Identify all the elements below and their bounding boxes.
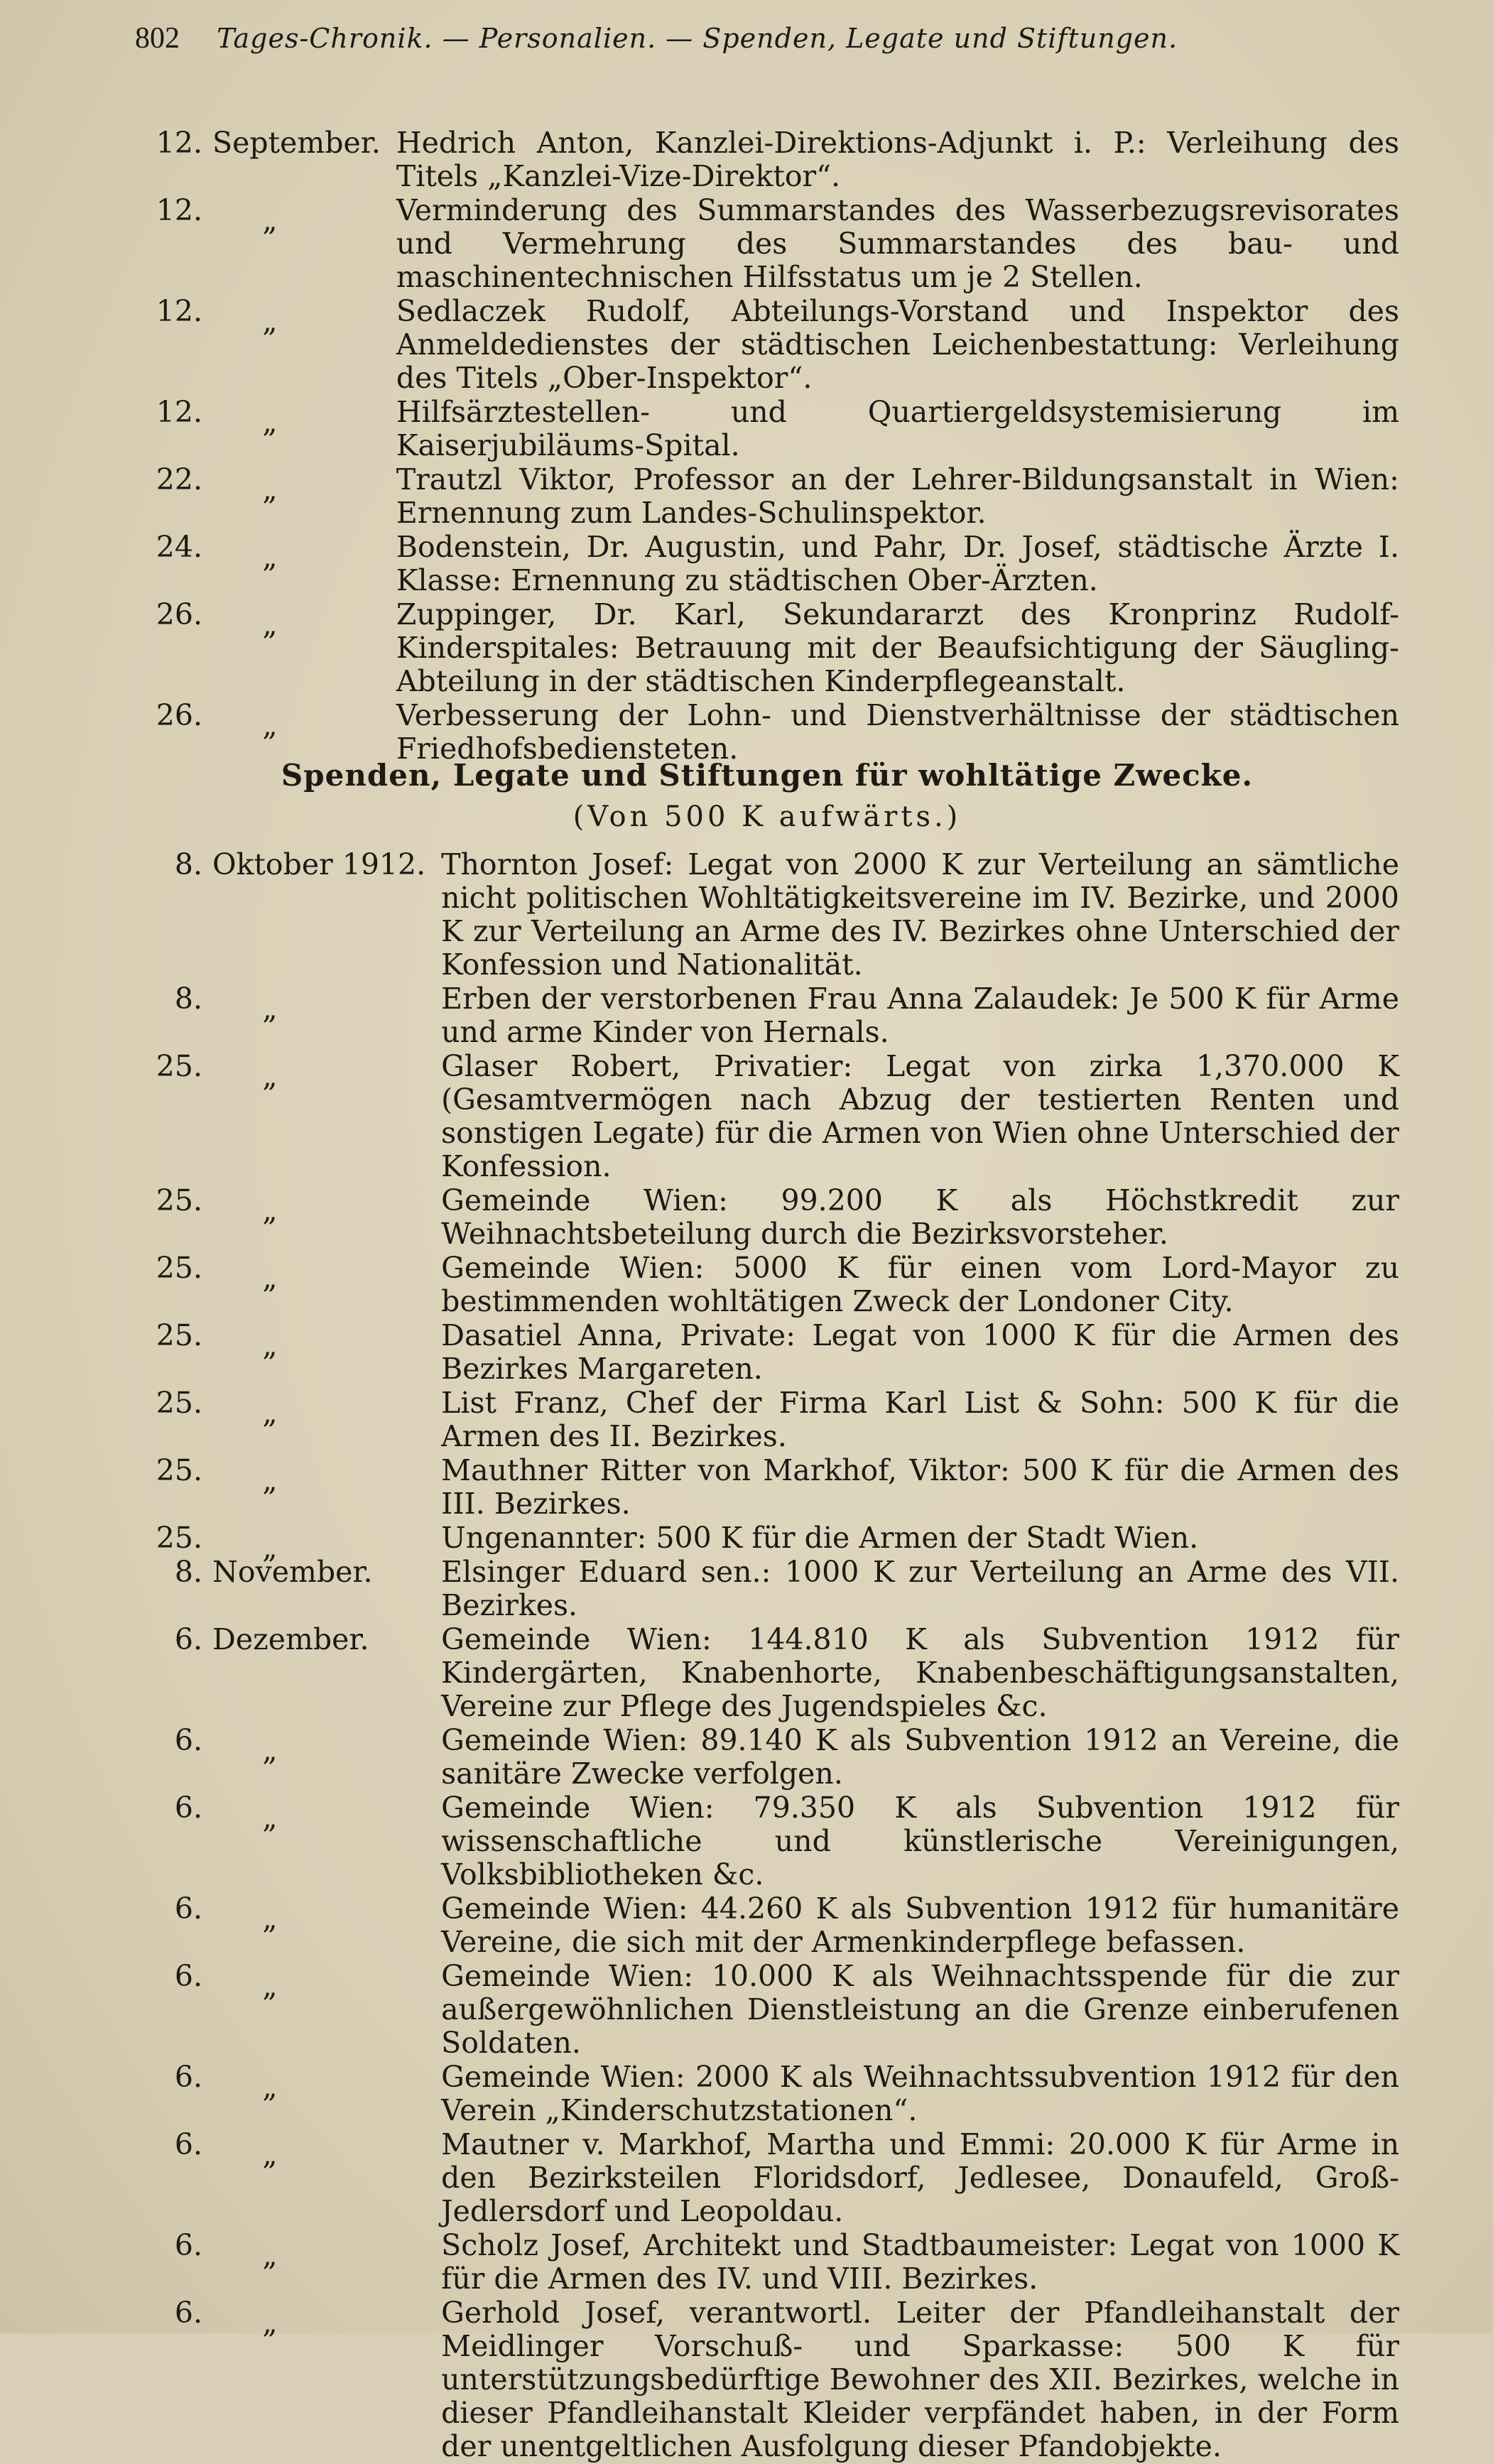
entry-day: 8. (174, 847, 202, 881)
personalien-list (135, 126, 1399, 766)
entry-date (135, 2296, 441, 2340)
list-item (135, 1386, 1399, 1453)
entry-text: Gemeinde Wien: 10.000 K als Weihnachtsspende für die zur außergewöhnlichen Dienstleistung an die Grenze einberufenen Soldaten. (441, 1959, 1399, 2060)
list-item (135, 396, 1399, 462)
entry-date (135, 1959, 441, 2003)
entry-date (135, 2060, 441, 2104)
entry-day: 26. (156, 597, 202, 631)
ditto-mark: „ (262, 1969, 278, 2003)
entry-text: Gemeinde Wien: 89.140 K als Subvention 1912 an Vereine, die sanitäre Zwecke verfolgen. (441, 1723, 1399, 1791)
entry-day: 6. (174, 2228, 202, 2262)
entry-month: September. (212, 126, 381, 160)
entry-day: 6. (174, 1723, 202, 1757)
entry-date (135, 1453, 441, 1497)
entry-date (135, 294, 396, 338)
entry-day: 12. (156, 126, 202, 160)
entry-text: Thornton Josef: Legat von 2000 K zur Verteilung an sämtliche nicht politischen Wohltätigkeitsvereine im IV. Bezirke, und 2000 K zur Verteilung an Arme des IV. Bezirkes ohne Unterschied der Konfession und Nationalität. (441, 847, 1399, 982)
running-title: Tages-Chronik. — Personalien. — Spenden, Legate und Stiftungen. (217, 23, 1178, 54)
entry-text: Glaser Robert, Privatier: Legat von zirka 1,370.000 K (Gesamtvermögen nach Abzug der testierten Renten und sonstigen Legate) für die Armen von Wien ohne Unterschied der Konfession. (441, 1049, 1399, 1183)
ditto-mark: „ (262, 2306, 278, 2340)
list-item (135, 1892, 1399, 1959)
entry-text: Trautzl Viktor, Professor an der Lehrer-Bildungsanstalt in Wien: Ernennung zum Landes-Schulinspektor. (396, 462, 1399, 530)
ditto-mark: „ (262, 1901, 278, 1936)
list-item (135, 982, 1399, 1049)
entry-date (135, 2228, 441, 2272)
ditto-mark: „ (262, 1261, 278, 1295)
list-item (135, 194, 1399, 294)
entry-date (135, 1623, 441, 1656)
ditto-mark: „ (262, 405, 278, 439)
ditto-mark: „ (262, 708, 278, 742)
entry-date (135, 126, 396, 160)
spenden-list (135, 848, 1399, 2464)
list-item (135, 848, 1399, 982)
entry-text: List Franz, Chef der Firma Karl List & Sohn: 500 K für die Armen des II. Bezirkes. (441, 1386, 1399, 1453)
list-item (135, 1556, 1399, 1622)
entry-month: November. (212, 1555, 373, 1589)
ditto-mark: „ (262, 1193, 278, 1227)
entry-date (135, 1723, 441, 1767)
ditto-mark: „ (262, 1328, 278, 1362)
entry-text: Gemeinde Wien: 2000 K als Weihnachtssubvention 1912 für den Verein „Kinderschutzstationen“. (441, 2060, 1399, 2127)
entry-text: Mauthner Ritter von Markhof, Viktor: 500 K für die Armen des III. Bezirkes. (441, 1453, 1399, 1521)
entry-day: 25. (156, 1521, 202, 1555)
page-number: 802 (135, 22, 180, 55)
entry-day: 6. (174, 2127, 202, 2161)
ditto-mark: „ (262, 2070, 278, 2104)
entry-date (135, 1386, 441, 1430)
entry-date (135, 1521, 441, 1565)
entry-text: Dasatiel Anna, Private: Legat von 1000 K für die Armen des Bezirkes Margareten. (441, 1318, 1399, 1386)
ditto-mark: „ (262, 540, 278, 574)
list-item (135, 126, 1399, 193)
ditto-mark: „ (262, 1801, 278, 1835)
entry-text: Scholz Josef, Architekt und Stadtbaumeister: Legat von 1000 K für die Armen des IV. und VIII. Bezirkes. (441, 2228, 1399, 2296)
list-item (135, 1050, 1399, 1183)
entry-text: Elsinger Eduard sen.: 1000 K zur Verteilung an Arme des VII. Bezirkes. (441, 1555, 1399, 1622)
list-item (135, 2061, 1399, 2127)
entry-text: Gemeinde Wien: 44.260 K als Subvention 1912 für humanitäre Vereine, die sich mit der Armenkinderpflege befassen. (441, 1892, 1399, 1959)
entry-date (135, 395, 396, 439)
ditto-mark: „ (262, 2238, 278, 2272)
entry-text: Zuppinger, Dr. Karl, Sekundararzt des Kronprinz Rudolf-Kinderspitales: Betrauung mit der Beaufsichtigung der Säugling-Abteilung in der städtischen Kinderpflegeanstalt. (396, 597, 1399, 698)
entry-day: 25. (156, 1453, 202, 1487)
ditto-mark: „ (262, 472, 278, 506)
entry-day: 25. (156, 1049, 202, 1083)
list-item (135, 1454, 1399, 1521)
entry-day: 6. (174, 1959, 202, 1993)
list-item (135, 463, 1399, 530)
entry-date (135, 530, 396, 574)
ditto-mark: „ (262, 1463, 278, 1497)
entry-text: Gemeinde Wien: 99.200 K als Höchstkredit zur Weihnachtsbeteilung durch die Bezirksvorsteher. (441, 1183, 1399, 1251)
list-item (135, 1521, 1399, 1565)
ditto-mark: „ (262, 1059, 278, 1093)
entry-date (135, 462, 396, 506)
entry-day: 25. (156, 1251, 202, 1285)
entry-text: Gemeinde Wien: 79.350 K als Subvention 1912 für wissenschaftliche und künstlerische Vereinigungen, Volksbibliotheken &c. (441, 1791, 1399, 1892)
entry-date (135, 1892, 441, 1936)
entry-month: Dezember. (212, 1622, 369, 1656)
list-item (135, 1623, 1399, 1723)
list-item (135, 2229, 1399, 2296)
entry-text: Verminderung des Summarstandes des Wasserbezugsrevisorates und Vermehrung des Summarstandes des bau- und maschinentechnischen Hilfsstatus um je 2 Stellen. (396, 193, 1399, 294)
entry-date (135, 193, 396, 237)
entry-date (135, 1791, 441, 1835)
list-item (135, 1252, 1399, 1318)
ditto-mark: „ (262, 607, 278, 641)
entry-date (135, 1251, 441, 1295)
entry-day: 6. (174, 1622, 202, 1656)
entry-day: 24. (156, 530, 202, 564)
entry-text: Erben der verstorbenen Frau Anna Zalaudek: Je 500 K für Arme und arme Kinder von Hernals. (441, 982, 1399, 1049)
entry-text: Hedrich Anton, Kanzlei-Direktions-Adjunkt i. P.: Verleihung des Titels „Kanzlei-Vize-Direktor“. (396, 126, 1399, 193)
list-item (135, 598, 1399, 698)
list-item (135, 699, 1399, 766)
entry-day: 6. (174, 1892, 202, 1926)
page-header (135, 21, 1413, 55)
entry-text: Verbesserung der Lohn- und Dienstverhältnisse der städtischen Friedhofsbediensteten. (396, 698, 1399, 766)
ditto-mark: „ (262, 1733, 278, 1767)
ditto-mark: „ (262, 2137, 278, 2171)
ditto-mark: „ (262, 203, 278, 237)
entry-date (135, 597, 396, 641)
entry-month: Oktober 1912. (212, 847, 426, 881)
entry-date (135, 698, 396, 742)
section-title: Spenden, Legate und Stiftungen für wohltätige Zwecke. (281, 758, 1254, 793)
list-item (135, 1960, 1399, 2060)
entry-day: 25. (156, 1318, 202, 1352)
ditto-mark: „ (262, 304, 278, 338)
entry-date (135, 982, 441, 1026)
list-item (135, 1184, 1399, 1251)
entry-text: Gerhold Josef, verantwortl. Leiter der Pfandleihanstalt der Meidlinger Vorschuß- und Sparkasse: 500 K für unterstützungsbedürftige Bewohner des XII. Bezirkes, welche in dieser Pfandleihanstalt Kleider verpfändet haben, in der Form der unentgeltlichen Ausfolgung dieser Pfandobjekte. (441, 2296, 1399, 2463)
entry-day: 25. (156, 1183, 202, 1217)
entry-date (135, 848, 441, 881)
list-item (135, 531, 1399, 597)
entry-day: 26. (156, 698, 202, 732)
entry-day: 6. (174, 2296, 202, 2330)
entry-text: Gemeinde Wien: 144.810 K als Subvention 1912 für Kindergärten, Knabenhorte, Knabenbeschäftigungsanstalten, Vereine zur Pflege des Jugendspieles &c. (441, 1622, 1399, 1723)
section-subtitle: (Von 500 K aufwärts.) (572, 800, 962, 833)
entry-date (135, 1049, 441, 1093)
entry-date (135, 1183, 441, 1227)
entry-day: 25. (156, 1386, 202, 1420)
entry-day: 22. (156, 462, 202, 496)
entry-text: Ungenannter: 500 K für die Armen der Stadt Wien. (441, 1521, 1199, 1555)
entry-text: Bodenstein, Dr. Augustin, und Pahr, Dr. Josef, städtische Ärzte I. Klasse: Ernennung zu städtischen Ober-Ärzten. (396, 530, 1399, 597)
list-item (135, 2296, 1399, 2463)
list-item (135, 1791, 1399, 1892)
entry-text: Mautner v. Markhof, Martha und Emmi: 20.000 K für Arme in den Bezirksteilen Floridsdorf, Jedlesee, Donaufeld, Groß-Jedlersdorf und Leopoldau. (441, 2127, 1399, 2228)
entry-text: Sedlaczek Rudolf, Abteilungs-Vorstand und Inspektor des Anmeldedienstes der städtischen Leichenbestattung: Verleihung des Titels „Ober-Inspektor“. (396, 294, 1399, 395)
list-item (135, 1319, 1399, 1386)
entry-day: 12. (156, 395, 202, 429)
entry-date (135, 1318, 441, 1362)
entry-day: 12. (156, 294, 202, 328)
list-item (135, 2128, 1399, 2228)
ditto-mark: „ (262, 992, 278, 1026)
list-item (135, 295, 1399, 395)
ditto-mark: „ (262, 1531, 278, 1565)
entry-day: 6. (174, 1791, 202, 1825)
entry-day: 8. (174, 1555, 202, 1589)
ditto-mark: „ (262, 1396, 278, 1430)
entry-text: Gemeinde Wien: 5000 K für einen vom Lord-Mayor zu bestimmenden wohltätigen Zweck der Londoner City. (441, 1251, 1399, 1318)
entry-day: 12. (156, 193, 202, 227)
entry-day: 6. (174, 2060, 202, 2094)
entry-day: 8. (174, 982, 202, 1016)
entry-text: Hilfsärztestellen- und Quartiergeldsystemisierung im Kaiserjubiläums-Spital. (396, 395, 1399, 462)
entry-date (135, 2127, 441, 2171)
list-item (135, 1724, 1399, 1791)
